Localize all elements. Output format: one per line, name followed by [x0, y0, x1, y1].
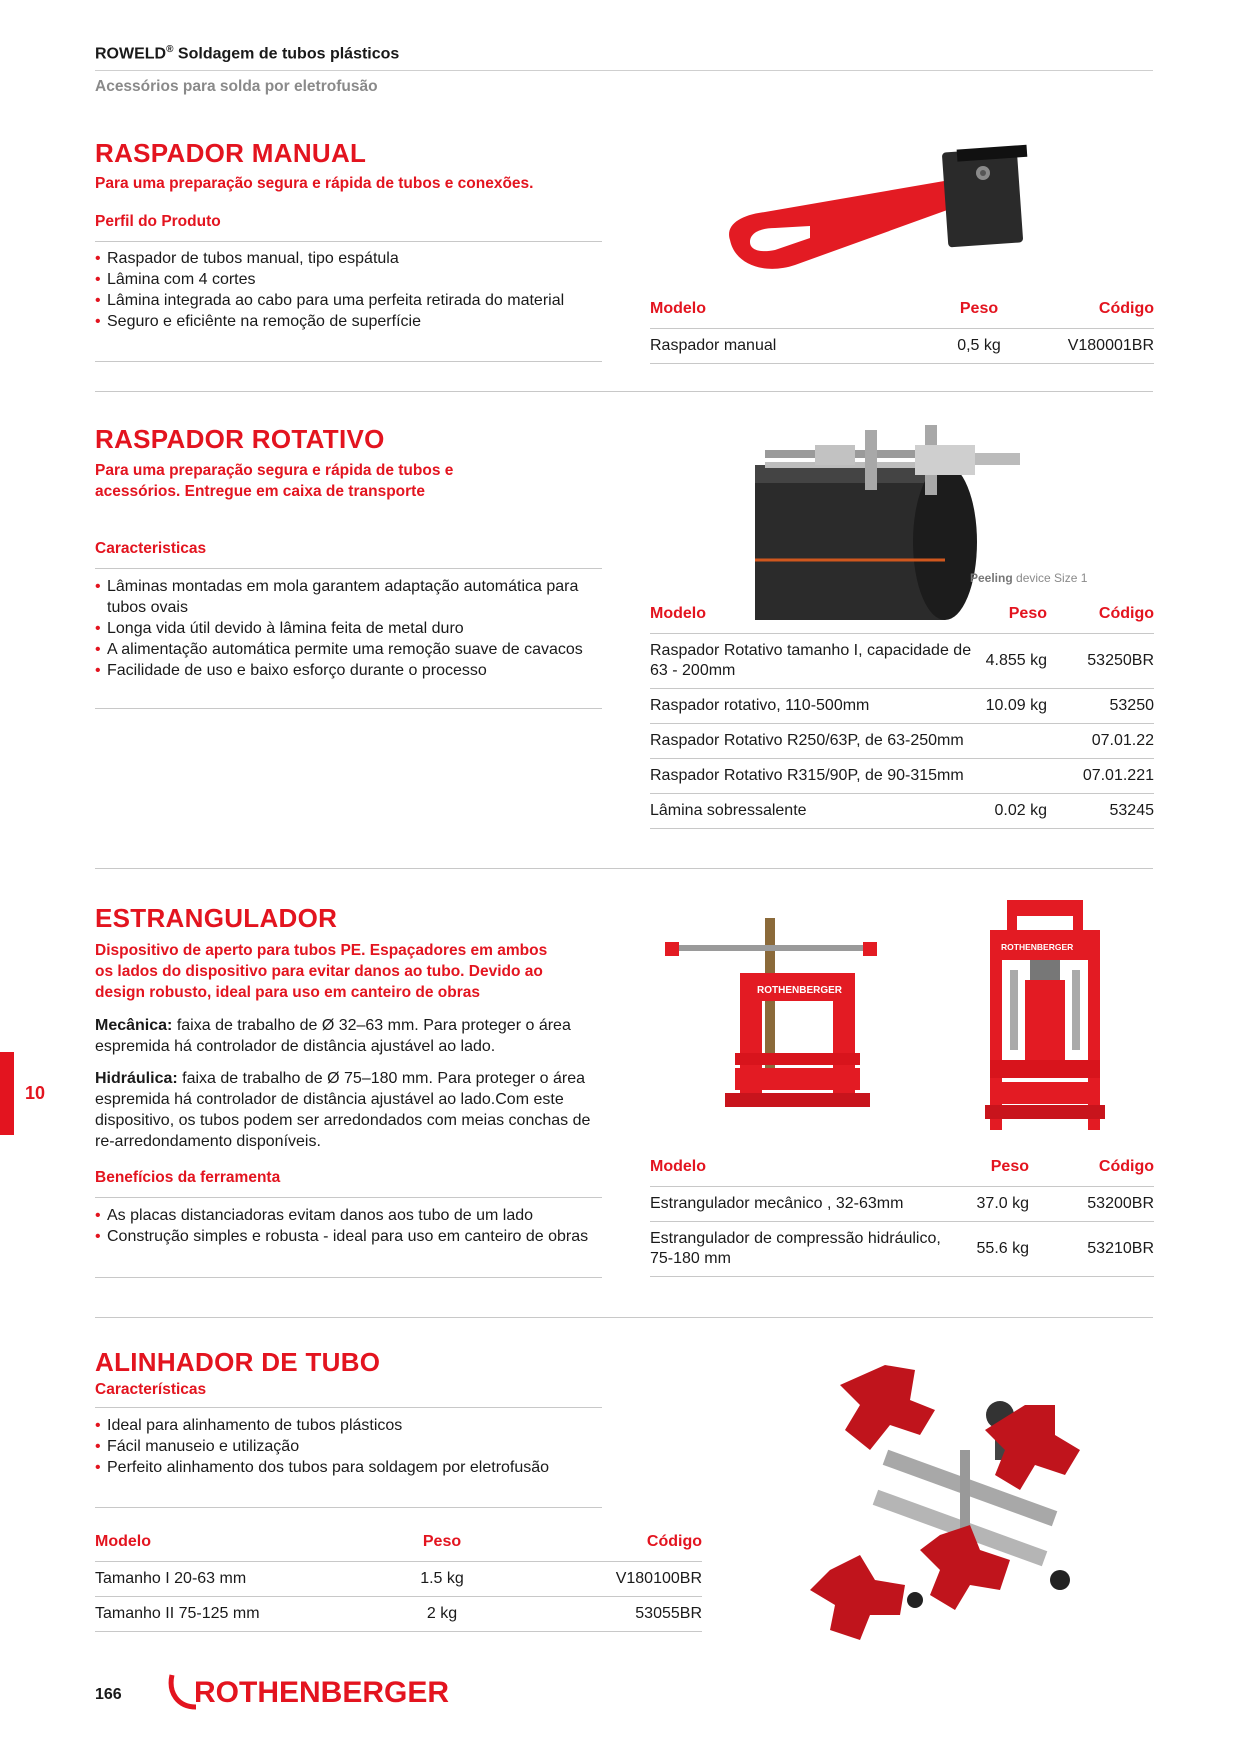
mechanical-squeeze-tool-image	[665, 918, 890, 1133]
section-divider	[95, 868, 1153, 869]
mechanical-description	[95, 1015, 602, 1057]
cell-codigo: 53250	[1059, 689, 1154, 724]
list-item: • Construção simples e robusta - ideal para uso em canteiro de obras	[95, 1226, 602, 1247]
rule	[95, 568, 602, 569]
cell-peso	[972, 759, 1059, 794]
list-item: • As placas distanciadoras evitam danos aos tubo de um lado	[95, 1205, 602, 1226]
list-item: • Lâmina com 4 cortes	[95, 269, 602, 290]
col-header-codigo: Código	[502, 1533, 702, 1562]
chapter-number: 10	[25, 1083, 46, 1103]
profile-label: Perfil do Produto	[95, 213, 221, 230]
col-header-peso: Peso	[954, 1158, 1059, 1187]
benefit-list	[95, 1205, 602, 1247]
manual-scraper-image	[720, 140, 1120, 280]
cell-modelo: Tamanho I 20-63 mm	[95, 1562, 382, 1597]
cell-codigo: V180100BR	[502, 1562, 702, 1597]
header-title-text: Soldagem de tubos plásticos	[173, 45, 400, 63]
list-item: • Seguro e eficiênte na remoção de superfície	[95, 311, 602, 332]
feature-list	[95, 576, 602, 681]
table-row	[650, 634, 1154, 689]
brand-name: ROWELD	[95, 45, 167, 63]
cell-peso: 37.0 kg	[954, 1187, 1059, 1222]
list-item: • Longa vida útil devido à lâmina feita de metal duro	[95, 618, 602, 639]
list-item: • Lâminas montadas em mola garantem adaptação automática para tubos ovais	[95, 576, 602, 618]
col-header-codigo: Código	[1059, 605, 1154, 634]
mechanical-label: Mecânica:	[95, 1017, 173, 1034]
registered-mark: ®	[166, 44, 174, 55]
cell-modelo: Estrangulador mecânico , 32-63mm	[650, 1187, 954, 1222]
chapter-tab	[0, 1052, 14, 1135]
col-header-modelo: Modelo	[650, 1158, 954, 1187]
header-divider	[95, 70, 1153, 71]
hydraulic-description	[95, 1068, 602, 1152]
col-header-codigo: Código	[1059, 1158, 1154, 1187]
section-title-raspador-rotativo: RASPADOR ROTATIVO	[95, 424, 385, 454]
rule	[95, 1407, 602, 1408]
cell-codigo: 53210BR	[1059, 1222, 1154, 1277]
table-row	[650, 1222, 1154, 1277]
rothenberger-logo	[168, 1671, 468, 1711]
table-row	[650, 329, 1154, 364]
cell-codigo: 53055BR	[502, 1597, 702, 1632]
mechanical-text: faixa de trabalho de Ø 32–63 mm. Para proteger o área espremida há controlador de distância ajustável ao lado.	[95, 1017, 571, 1055]
section-title-raspador-manual: RASPADOR MANUAL	[95, 138, 367, 168]
rule	[95, 708, 602, 709]
feature-list	[95, 1415, 602, 1478]
table-row	[95, 1562, 702, 1597]
cell-codigo: V180001BR	[1024, 329, 1154, 364]
rule	[95, 1507, 602, 1508]
list-item: • Fácil manuseio e utilização	[95, 1436, 602, 1457]
list-item: • Raspador de tubos manual, tipo espátula	[95, 248, 602, 269]
cell-codigo: 53245	[1059, 794, 1154, 829]
spec-table-raspador-rotativo	[650, 605, 1154, 829]
section-divider	[95, 1317, 1153, 1318]
cell-peso: 55.6 kg	[954, 1222, 1059, 1277]
section-title-estrangulador: ESTRANGULADOR	[95, 903, 338, 933]
list-item: • A alimentação automática permite uma remoção suave de cavacos	[95, 639, 602, 660]
cell-peso: 0.02 kg	[972, 794, 1059, 829]
list-item: • Facilidade de uso e baixo esforço durante o processo	[95, 660, 602, 681]
cell-modelo: Raspador Rotativo R250/63P, de 63-250mm	[650, 724, 972, 759]
section-subtitle-line: acessórios. Entregue em caixa de transporte	[95, 483, 425, 500]
list-item: • Ideal para alinhamento de tubos plásticos	[95, 1415, 602, 1436]
list-item: • Lâmina integrada ao cabo para uma perfeita retirada do material	[95, 290, 602, 311]
cell-codigo: 53200BR	[1059, 1187, 1154, 1222]
features-label: Características	[95, 1381, 207, 1398]
spec-table-estrangulador	[650, 1158, 1154, 1277]
logo-text: ROTHENBERGER	[194, 1676, 450, 1709]
features-label: Caracteristicas	[95, 540, 207, 557]
spec-table-alinhador	[95, 1533, 702, 1632]
cell-peso	[972, 724, 1059, 759]
section-divider	[95, 391, 1153, 392]
section-subtitle-line: os lados do dispositivo para evitar danos ao tubo. Devido ao	[95, 963, 543, 980]
running-header-title	[95, 44, 399, 63]
col-header-modelo: Modelo	[650, 300, 934, 329]
section-subtitle-line: Dispositivo de aperto para tubos PE. Espaçadores em ambos	[95, 942, 548, 959]
rule	[95, 241, 602, 242]
cell-peso: 10.09 kg	[972, 689, 1059, 724]
cell-modelo: Estrangulador de compressão hidráulico, 75-180 mm	[650, 1222, 954, 1277]
table-row	[650, 1187, 1154, 1222]
cell-modelo: Raspador rotativo, 110-500mm	[650, 689, 972, 724]
rule	[95, 1277, 602, 1278]
col-header-codigo: Código	[1024, 300, 1154, 329]
cell-modelo: Raspador Rotativo R315/90P, de 90-315mm	[650, 759, 972, 794]
caption-bold: Peeling	[970, 571, 1013, 585]
rotary-scraper-image	[755, 420, 1045, 620]
cell-peso: 4.855 kg	[972, 634, 1059, 689]
cell-peso: 0,5 kg	[934, 329, 1024, 364]
cell-modelo: Raspador manual	[650, 329, 934, 364]
cell-peso: 2 kg	[382, 1597, 502, 1632]
hydraulic-squeeze-tool-image	[985, 900, 1105, 1140]
col-header-modelo: Modelo	[95, 1533, 382, 1562]
col-header-modelo: Modelo	[650, 605, 972, 634]
section-subtitle-line: Para uma preparação segura e rápida de tubos e	[95, 462, 454, 479]
page-number: 166	[95, 1686, 122, 1703]
table-row	[95, 1597, 702, 1632]
col-header-peso: Peso	[934, 300, 1024, 329]
table-row	[650, 724, 1154, 759]
cell-modelo: Lâmina sobressalente	[650, 794, 972, 829]
image-caption	[970, 571, 1087, 585]
col-header-peso: Peso	[382, 1533, 502, 1562]
table-row	[650, 794, 1154, 829]
section-subtitle-line: design robusto, ideal para uso em canteiro de obras	[95, 984, 481, 1001]
cell-modelo: Raspador Rotativo tamanho I, capacidade de 63 - 200mm	[650, 634, 972, 689]
hydraulic-text: faixa de trabalho de Ø 75–180 mm. Para proteger o área espremida há controlador de distância ajustável ao lado.Com este dispositivo, os tubos podem ser arredondados com meias conchas de re-arredondamento disponíveis.	[95, 1070, 591, 1150]
tool-brand-label: ROTHENBERGER	[757, 985, 843, 996]
table-row	[650, 689, 1154, 724]
section-title-alinhador: ALINHADOR DE TUBO	[95, 1347, 381, 1377]
tool-brand-label: ROTHENBERGER	[1001, 942, 1074, 952]
hydraulic-label: Hidráulica:	[95, 1070, 178, 1087]
cell-codigo: 07.01.221	[1059, 759, 1154, 794]
cell-peso: 1.5 kg	[382, 1562, 502, 1597]
table-row	[650, 759, 1154, 794]
feature-list	[95, 248, 602, 332]
running-header-subtitle: Acessórios para solda por eletrofusão	[95, 78, 378, 95]
pipe-aligner-image	[810, 1360, 1130, 1640]
caption-text: device Size 1	[1012, 571, 1088, 585]
rule	[95, 361, 602, 362]
list-item: • Perfeito alinhamento dos tubos para soldagem por eletrofusão	[95, 1457, 602, 1478]
cell-modelo: Tamanho II 75-125 mm	[95, 1597, 382, 1632]
section-subtitle: Para uma preparação segura e rápida de tubos e conexões.	[95, 175, 534, 192]
cell-codigo: 53250BR	[1059, 634, 1154, 689]
benefits-label: Benefícios da ferramenta	[95, 1169, 281, 1186]
cell-codigo: 07.01.22	[1059, 724, 1154, 759]
rule	[95, 1197, 602, 1198]
col-header-peso: Peso	[972, 605, 1059, 634]
spec-table-raspador-manual	[650, 300, 1154, 364]
